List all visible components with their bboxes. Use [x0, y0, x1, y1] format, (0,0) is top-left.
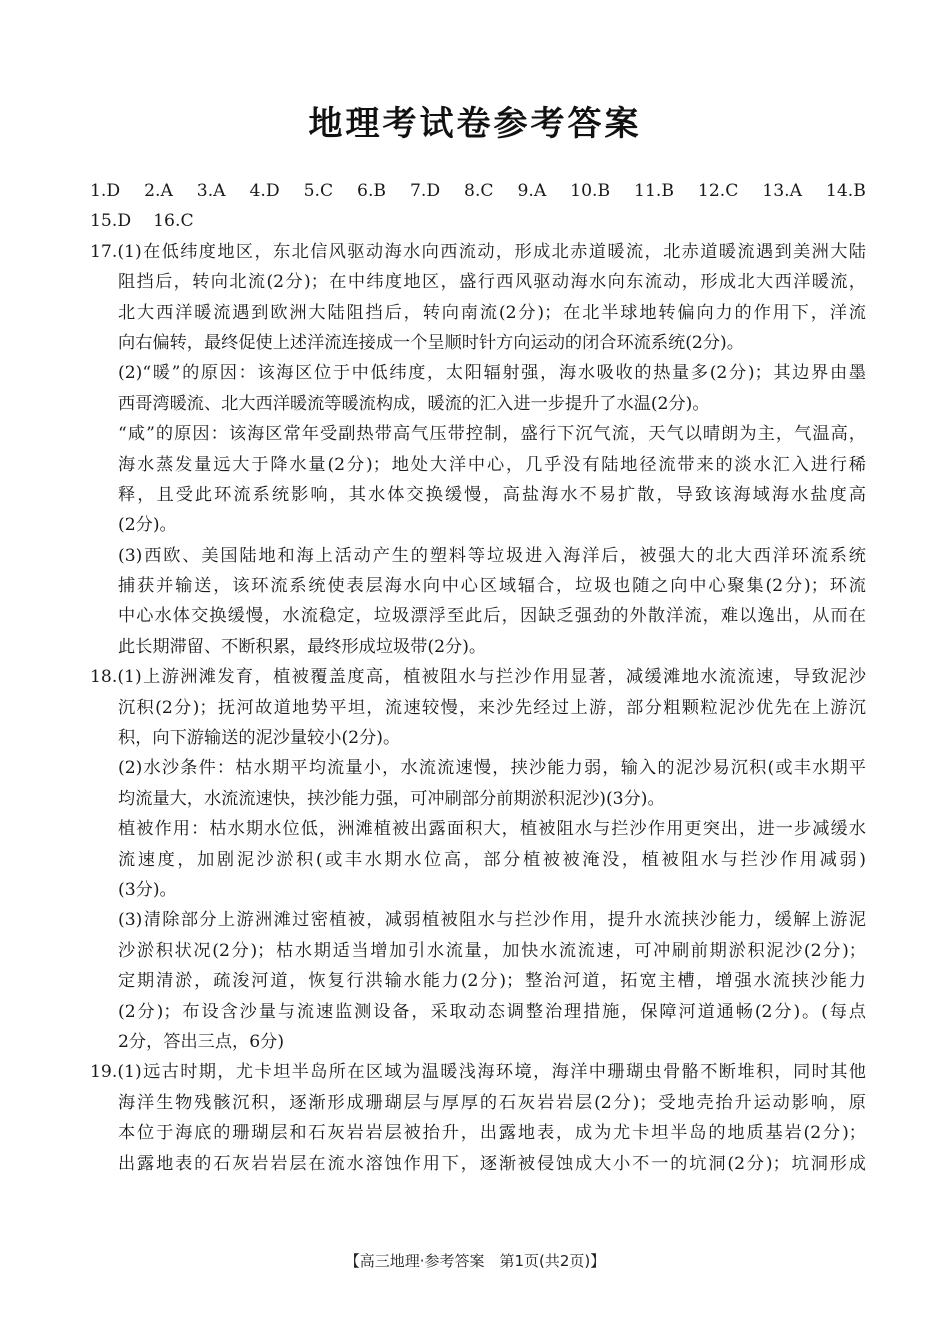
q19-line: 海洋生物残骸沉积，逐渐形成珊瑚层与厚厚的石灰岩岩层(2分)；受地壳抬升运动影响，原	[118, 1092, 866, 1113]
mc-answer: 14.B	[825, 181, 866, 201]
mc-answer: 13.A	[762, 181, 803, 201]
q17-line: 海水蒸发量远大于降水量(2分)；地处大洋中心，几乎没有陆地径流带来的淡水汇入进行稀	[118, 454, 866, 475]
q18-line: 沙淤积状况(2分)；枯水期适当增加引水流量，加快水流流速，可冲刷前期淤积泥沙(2分)；	[118, 940, 866, 961]
mc-answer: 9.A	[517, 181, 547, 201]
q18-line: 沉积(2分)；抚河故道地势平坦，流速较慢，来沙先经过上游，部分粗颗粒泥沙优先在上游沉	[118, 697, 866, 718]
mc-answer: 16.C	[153, 211, 194, 232]
q18-line: (3分)。	[118, 879, 177, 900]
mc-answer: 15.D	[90, 211, 132, 232]
mc-answer: 12.C	[697, 181, 739, 201]
mc-answer: 6.B	[357, 181, 387, 201]
q18-line: (3)清除部分上游洲滩过密植被，减弱植被阻水与拦沙作用，提升水流挟沙能力，缓解上游泥	[118, 910, 866, 931]
q17-line: 向右偏转，最终促使上述洋流连接成一个呈顺时针方向运动的闭合环流系统(2分)。	[118, 332, 744, 353]
mc-answer: 4.D	[249, 181, 280, 201]
q17-line: “咸”的原因：该海区常年受副热带高气压带控制，盛行下沉气流，天气以晴朗为主，气温高，	[118, 424, 866, 445]
mc-answer: 8.C	[464, 181, 494, 201]
q17-line: (3)西欧、美国陆地和海上活动产生的塑料等垃圾进入海洋后，被强大的北大西洋环流系统	[118, 545, 866, 566]
q17-line: 17.(1)在低纬度地区，东北信风驱动海水向西流动，形成北赤道暖流，北赤道暖流遇到美洲大陆	[90, 241, 866, 262]
q18-line: 均流量大，水流流速快，挟沙能力强，可冲刷部分前期淤积泥沙)(3分)。	[118, 788, 665, 809]
q17-line: (2分)。	[118, 515, 177, 536]
q19-line: 出露地表的石灰岩岩层在流水溶蚀作用下，逐渐被侵蚀成大小不一的坑洞(2分)；坑洞形成	[118, 1153, 866, 1174]
q17-line: (2)“暖”的原因：该海区位于中低纬度，太阳辐射强，海水吸收的热量多(2分)；其边界由墨	[118, 363, 866, 384]
q18-line: 定期清淤，疏浚河道，恢复行洪输水能力(2分)；整治河道，拓宽主槽，增强水流挟沙能力	[118, 971, 866, 992]
q17-line: 释，且受此环流系统影响，其水体交换缓慢，高盐海水不易扩散，导致该海域海水盐度高	[118, 484, 866, 505]
q17-line: 北大西洋暖流遇到欧洲大陆阻挡后，转向南流(2分)；在北半球地转偏向力的作用下，洋流	[118, 302, 866, 323]
q18-line: 积，向下游输送的泥沙量较小(2分)。	[118, 728, 401, 749]
q19-line: 19.(1)远古时期，尤卡坦半岛所在区域为温暖浅海环境，海洋中珊瑚虫骨骼不断堆积，同时其他	[90, 1062, 866, 1083]
q17-line: 捕获并输送，该环流系统使表层海水向中心区域辐合，垃圾也随之向中心聚集(2分)；环流	[118, 576, 866, 597]
q18-line: 流速度，加剧泥沙淤积(或丰水期水位高，部分植被被淹没，植被阻水与拦沙作用减弱)	[118, 849, 866, 870]
mc-answers-row-2	[90, 206, 866, 236]
q18-line: 2分，答出三点，6分)	[118, 1031, 285, 1052]
q17-line: 此长期滞留、不断积累，最终形成垃圾带(2分)。	[118, 636, 487, 657]
answer-content	[90, 176, 866, 1179]
page-title: 地理考试卷参考答案	[308, 104, 642, 144]
page-footer: 【高三地理·参考答案 第1页(共2页)】	[344, 1252, 606, 1270]
q17-line: 中心水体交换缓慢，水流稳定，垃圾漂浮至此后，因缺乏强劲的外散洋流，难以逸出，从而在	[118, 606, 866, 627]
mc-answer: 7.D	[409, 181, 441, 201]
q17-line: 西哥湾暖流、北大西洋暖流等暖流构成，暖流的汇入进一步提升了水温(2分)。	[118, 393, 710, 414]
mc-answers-row-1	[90, 176, 866, 206]
mc-answer: 11.B	[634, 181, 674, 201]
q19-line: 本位于海底的珊瑚层和石灰岩岩层被抬升，出露地表，成为尤卡坦半岛的地质基岩(2分)；	[118, 1123, 866, 1144]
q18-line: 植被作用：枯水期水位低，洲滩植被出露面积大，植被阻水与拦沙作用更突出，进一步减缓水	[118, 819, 866, 840]
mc-answer: 2.A	[144, 181, 173, 201]
mc-answer: 1.D	[90, 181, 121, 201]
q18-line: 18.(1)上游洲滩发育，植被覆盖度高，植被阻水与拦沙作用显著，减缓滩地水流流速，导致泥沙	[90, 667, 866, 688]
mc-answer: 5.C	[303, 181, 334, 201]
q18-line: (2)水沙条件：枯水期平均流量小，水流流速慢，挟沙能力弱，输入的泥沙易沉积(或丰水期平	[118, 758, 866, 779]
mc-answer: 3.A	[196, 181, 226, 201]
q17-line: 阻挡后，转向北流(2分)；在中纬度地区，盛行西风驱动海水向东流动，形成北大西洋暖流，	[118, 272, 866, 293]
q18-line: (2分)；布设含沙量与流速监测设备，采取动态调整治理措施，保障河道通畅(2分)。(每点	[118, 1001, 866, 1022]
mc-answer: 10.B	[570, 181, 611, 201]
